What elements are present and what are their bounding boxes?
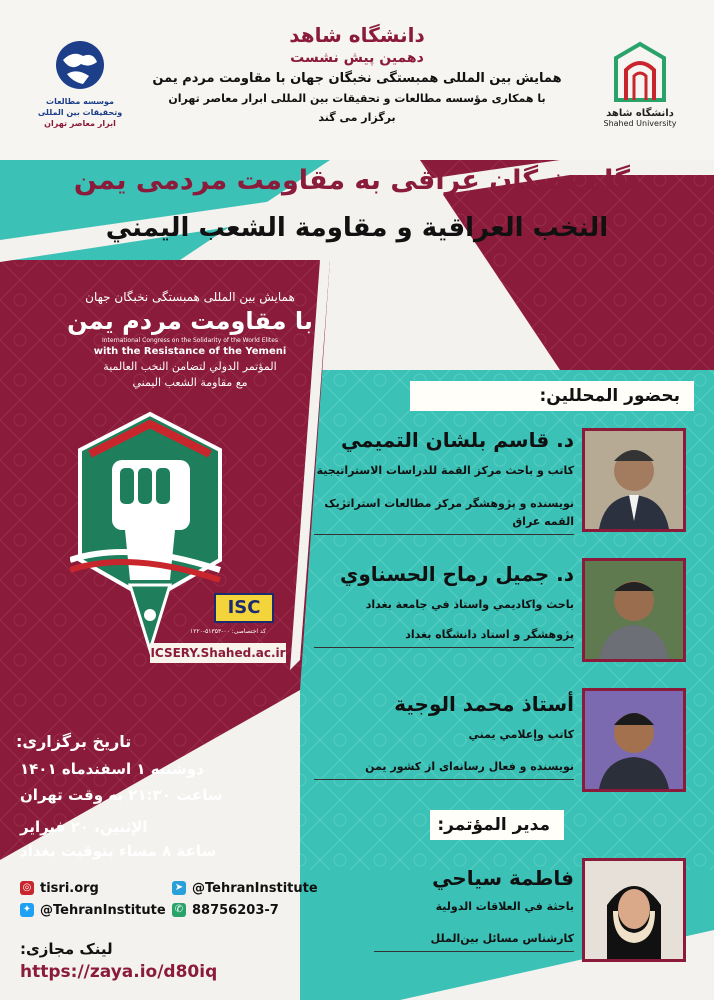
speaker-1-role-fa-1: نویسنده و پژوهشگر مرکز مطالعات استراتژیک [324, 497, 574, 510]
social-twitter-text: @TehranInstitute [40, 902, 166, 918]
poster-line-4: with the Resistance of the Yemeni [93, 346, 287, 357]
congress-poster-title [60, 288, 320, 391]
speaker-3-role-ar: كاتب وإعلامي يمني [468, 728, 574, 741]
speaker-1-name: د. قاسم بلشان التميمي [340, 428, 574, 452]
speaker-1-photo [582, 428, 686, 532]
time-tehran: ساعت ۲۱:۳۰ به وقت تهران [20, 786, 223, 804]
tisri-logo [30, 38, 130, 129]
speaker-3-name: أستاذ محمد الوجية [394, 692, 574, 716]
social-telegram[interactable] [172, 878, 318, 898]
tisri-name-3: ابرار معاصر تهران [44, 119, 116, 128]
social-phone-text: 88756203-7 [192, 902, 279, 918]
moderator-name: فاطمة سياحي [432, 866, 574, 890]
title-arabic: النخب العراقية و مقاومة الشعب اليمني [105, 213, 609, 243]
tisri-name-1: موسسه مطالعات [46, 97, 114, 106]
globe-icon [53, 38, 107, 92]
date-label: تاریخ برگزاری: [16, 732, 132, 751]
speaker-2-photo [582, 558, 686, 662]
cooperation-line: با همکاری مؤسسه مطالعات و تحقیقات بین المللی ابرار معاصر تهران برگزار می گند [168, 92, 546, 124]
university-name: دانشگاه شاهد [289, 23, 425, 47]
speaker-3-photo [582, 688, 686, 792]
isc-code: کد اختصاصی: ۰۰-۵۱۳۵۳-۱۲۲۰ [190, 628, 266, 635]
social-twitter[interactable] [20, 900, 166, 920]
isc-badge: ISC [214, 593, 274, 623]
person-icon [585, 861, 683, 959]
speaker-2-role-ar: باحث واكاديمي واستاذ في جامعة بغداد [365, 598, 574, 611]
speaker-1-role-fa-2: القمه عراق [512, 515, 574, 528]
congress-website-link[interactable]: ICSERY.Shahed.ac.ir [150, 643, 286, 663]
speaker-1-role-ar: كاتب و باحث مركز القمة للدراسات الاستراتيجية [316, 464, 574, 477]
speaker-2-role-fa: پژوهشگر و استاد دانشگاه بغداد [314, 626, 574, 648]
person-icon [585, 561, 683, 659]
speaker-1-role-fa [314, 495, 574, 535]
moderator-photo [582, 858, 686, 962]
speaker-3-role-fa: نویسنده و فعال رسانه‌ای از کشور یمن [314, 758, 574, 780]
title-persian: نگاه نخبگان عراقی به مقاومت مردمی یمن [73, 165, 641, 196]
moderator-role-fa: کارشناس مسائل بین‌الملل [374, 930, 574, 952]
shahed-name-en: Shahed University [603, 119, 677, 128]
web-icon: ◎ [20, 881, 34, 895]
congress-line: همایش بین المللی همبستگی نخبگان جهان با مقاومت مردم یمن [152, 71, 562, 86]
poster-line-6: مع مقاومة الشعب اليمني [132, 376, 248, 389]
time-baghdad: ساعة ۸ مساء بتوقيت بغداد [20, 842, 217, 860]
poster-line-3: International Congress on the Solidarity of the World Elites [101, 337, 279, 344]
social-tisri[interactable] [20, 878, 99, 898]
shahed-name-fa: دانشگاه شاهد [606, 108, 674, 119]
virtual-link[interactable]: https://zaya.io/d80iq [20, 962, 218, 982]
social-phone[interactable] [172, 900, 279, 920]
fist-pen-emblem-icon [70, 410, 230, 660]
tisri-name-2: وتحقیقات بین المللی [37, 108, 123, 117]
guests-label: بحضور المحللين: [410, 381, 694, 411]
date-arabic: الإثنين، ۲۰ فبراير [20, 818, 148, 836]
social-telegram-text: @TehranInstitute [192, 880, 318, 896]
session-label: دهمین پیش نشست [290, 50, 424, 66]
header-text [150, 22, 564, 127]
shahed-emblem-icon [610, 40, 670, 104]
virtual-link-label: لینک مجازی: [20, 940, 113, 958]
social-tisri-text: tisri.org [40, 880, 99, 896]
person-icon [585, 691, 683, 789]
shahed-logo [588, 40, 692, 128]
moderator-label: مدير المؤتمر: [430, 810, 564, 840]
telegram-icon: ➤ [172, 881, 186, 895]
date-persian: دوشنبه ۱ اسفندماه ۱۴۰۱ [20, 760, 204, 778]
poster-line-2: با مقاومت مردم یمن [67, 307, 313, 335]
poster-line-5: المؤتمر الدولي لتضامن النخب العالمية [103, 360, 277, 373]
person-icon [585, 431, 683, 529]
twitter-icon: ✦ [20, 903, 34, 917]
speaker-2-name: د. جميل رماح الحسناوي [340, 562, 574, 586]
moderator-role-ar: باحثة في العلاقات الدولية [435, 900, 574, 913]
phone-icon: ✆ [172, 903, 186, 917]
poster-line-1: همایش بین المللی همبستگی نخبگان جهان [85, 290, 295, 304]
